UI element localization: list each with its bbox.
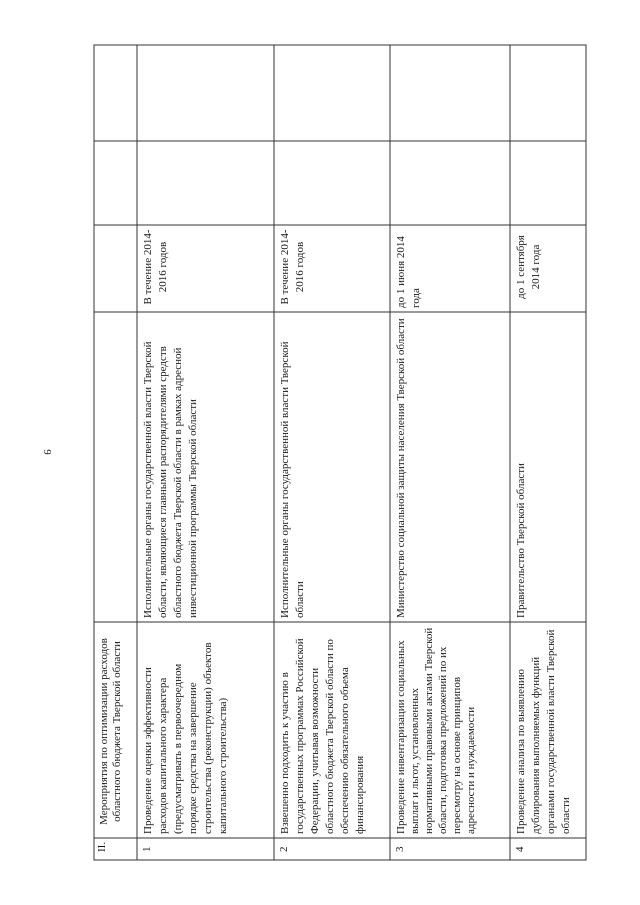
row-2-term: В течение 2014-2016 годов [279,229,306,305]
row-3-number: 3 [394,846,406,852]
row-1-term: В течение 2014-2016 годов [142,229,169,305]
page-number: 9 [40,449,53,455]
table-grid: II. Мероприятия по оптимизации расходов областного бюджета Тверской области 1 Проведение оценки эффективности расходов капитального характера (предусматривать в первоочередном порядке средства на завершение строительства (реконструкции) объектов капитального строительства) Исполнительные органы государственной власти Тверской области, являющиеся главными распорядителями средств областного бюджета Тверской области в рамках адресной инвестиционной программы Тверской области В течение 2014-2016 годов 2 Взвешенно подходить к участию в государственных программах Российской Федерации, учитывая возможности областного бюджета Тверской области по обеспечению обязательного объема финансирования Исполнительные органы государственной власти Тверской области В течение 2014-2016 годов 3 Проведение инвентаризации социальных выплат и льгот, установленных нормативными правовыми актами Тверской области, подготовка предложений по их пересмотру на основе принципов адресности и нуждаемости Министерство социальной защиты населения Тверской области до 1 июня 2014 года 4 Проведение анализа по выявлению дублирования выполняемых функций органами государственной власти Тверской области Правительство Тверской области до 1 сентября 2014 года [0,0,640,905]
row-2-executor: Исполнительные органы государственной власти Тверской области [279,341,306,618]
row-1-measure: Проведение оценки эффективности расходов капитального характера (предусматривать в первоочередном порядке средства на завершение строительства (реконструкции) объектов капитального строительства) [142,642,229,834]
row-3-measure: Проведение инвентаризации социальных выплат и льгот, установленных нормативными правовыми актами Тверской области, подготовка предложений по их пересмотру на основе принципов адресности и нуждаемости [395,627,477,834]
row-2-number: 2 [278,846,290,852]
row-1-number: 1 [141,846,153,852]
row-4-number: 4 [514,846,526,852]
row-4-executor: Правительство Тверской области [515,463,527,618]
row-4-term: до 1 сентября 2014 года [515,235,542,299]
row-4-measure: Проведение анализа по выявлению дублирования выполняемых функций органами государственной власти Тверской области [515,629,572,834]
row-3-term: до 1 июня 2014 года [395,236,422,308]
section-title: Мероприятия по оптимизации расходов областного бюджета Тверской области [98,638,123,825]
row-2-measure: Взвешенно подходить к участию в государственных программах Российской Федерации, учитывая возможности областного бюджета Тверской области по обеспечению обязательного объема финансирования [279,638,366,834]
row-3-executor: Министерство социальной защиты населения Тверской области [395,318,407,618]
row-1-executor: Исполнительные органы государственной власти Тверской области, являющиеся главными распорядителями средств областного бюджета Тверской области в рамках адресной инвестиционной программы Тверской области [142,341,199,618]
